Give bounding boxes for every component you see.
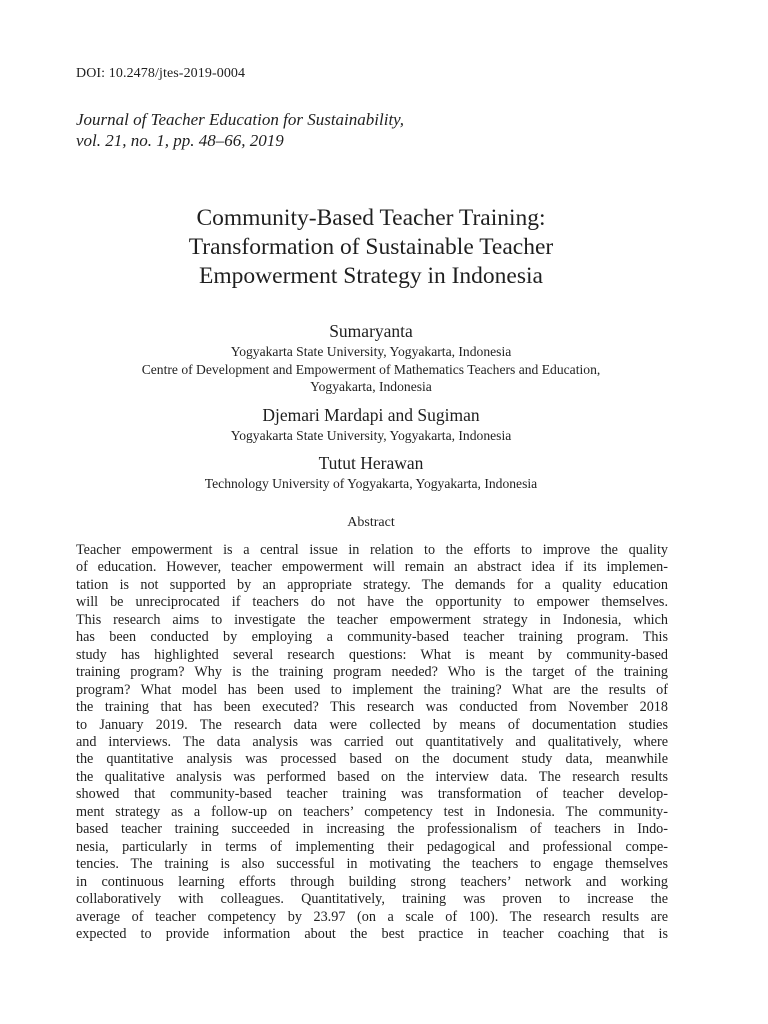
abstract-line: This research aims to investigate the teacher empowerment strategy in Indonesia, which bbox=[76, 611, 668, 628]
affiliation-line: Centre of Development and Empowerment of Mathematics Teachers and Education, bbox=[141, 361, 601, 377]
abstract-line: nesia, particularly in terms of implementing their pedagogical and professional compe- bbox=[76, 838, 668, 855]
abstract-line: has been conducted by employing a community-based teacher training program. This bbox=[76, 629, 668, 646]
affiliation-line: Technology University of Yogyakarta, Yogyakarta, Indonesia bbox=[204, 476, 538, 491]
abstract-line: the qualitative analysis was performed based on the interview data. The research results bbox=[76, 768, 668, 785]
affiliation-line: Yogyakarta, Indonesia bbox=[310, 379, 432, 394]
abstract-line: the quantitative analysis was processed based on the document study data, meanwhile bbox=[76, 751, 668, 768]
affiliation-line: Yogyakarta State University, Yogyakarta, Indonesia bbox=[230, 344, 512, 359]
title-line: Community-Based Teacher Training: bbox=[196, 205, 546, 231]
abstract-line: study has highlighted several research questions: What is meant by community-based bbox=[76, 646, 668, 663]
abstract-line: showed that community-based teacher training was transformation of teacher develop- bbox=[76, 786, 668, 803]
title-line: Transformation of Sustainable Teacher bbox=[188, 234, 554, 260]
journal-name: Journal of Teacher Education for Sustainability, bbox=[76, 110, 405, 129]
abstract-line: tencies. The training is also successful in motivating the teachers to engage themselves bbox=[76, 856, 668, 873]
abstract-line: Teacher empowerment is a central issue in relation to the efforts to improve the quality bbox=[76, 542, 668, 558]
abstract-line: based teacher training succeeded in increasing the professionalism of teachers in Indo- bbox=[76, 821, 668, 838]
abstract-line: training program? Why is the training program needed? Who is the target of the training bbox=[76, 664, 668, 681]
paper-title bbox=[76, 204, 666, 291]
abstract-line: average of teacher competency by 23.97 (on a scale of 100). The research results are bbox=[76, 908, 668, 925]
abstract-line: program? What model has been used to implement the training? What are the results of bbox=[76, 681, 668, 698]
author-affiliation bbox=[76, 427, 666, 445]
abstract-line: ment strategy as a follow-up on teachers’ competency test in Indonesia. The community- bbox=[76, 803, 668, 820]
abstract-line: and interviews. The data analysis was carried out quantitatively and qualitatively, where bbox=[76, 733, 668, 750]
abstract-line: will be unreciprocated if teachers do not have the opportunity to empower themselves. bbox=[76, 594, 668, 611]
abstract-line: the training that has been executed? This research was conducted from November 2018 bbox=[76, 699, 668, 716]
author-name: Djemari Mardapi and Sugiman bbox=[262, 404, 480, 425]
doi-line: DOI: 10.2478/jtes-2019-0004 bbox=[76, 66, 246, 81]
abstract-line: collaboratively with colleagues. Quantitatively, training was proven to increase the bbox=[76, 891, 668, 908]
author-name: Tutut Herawan bbox=[318, 453, 424, 473]
author-affiliation bbox=[76, 475, 666, 493]
title-line: Empowerment Strategy in Indonesia bbox=[199, 263, 543, 289]
abstract-heading: Abstract bbox=[347, 515, 395, 530]
abstract-line: in continuous learning efforts through building strong teachers’ network and working bbox=[76, 873, 668, 890]
author-block bbox=[76, 319, 666, 493]
author-affiliation bbox=[76, 343, 666, 396]
abstract-line: expected to provide information about the best practice in teacher coaching that is bbox=[76, 925, 668, 942]
author-name: Sumaryanta bbox=[329, 321, 413, 341]
abstract-line: of education. However, teacher empowerment will remain an abstract idea if its implemen- bbox=[76, 559, 668, 576]
abstract-line: to January 2019. The research data were collected by means of documentation studies bbox=[76, 716, 668, 733]
journal-citation bbox=[76, 109, 404, 151]
abstract-body bbox=[76, 542, 668, 943]
abstract-line: tation is not supported by an appropriate strategy. The demands for a quality education bbox=[76, 576, 668, 593]
journal-volume: vol. 21, no. 1, pp. 48–66, 2019 bbox=[76, 131, 284, 150]
paper-page bbox=[76, 0, 666, 1024]
affiliation-line: Yogyakarta State University, Yogyakarta, Indonesia bbox=[230, 427, 512, 443]
